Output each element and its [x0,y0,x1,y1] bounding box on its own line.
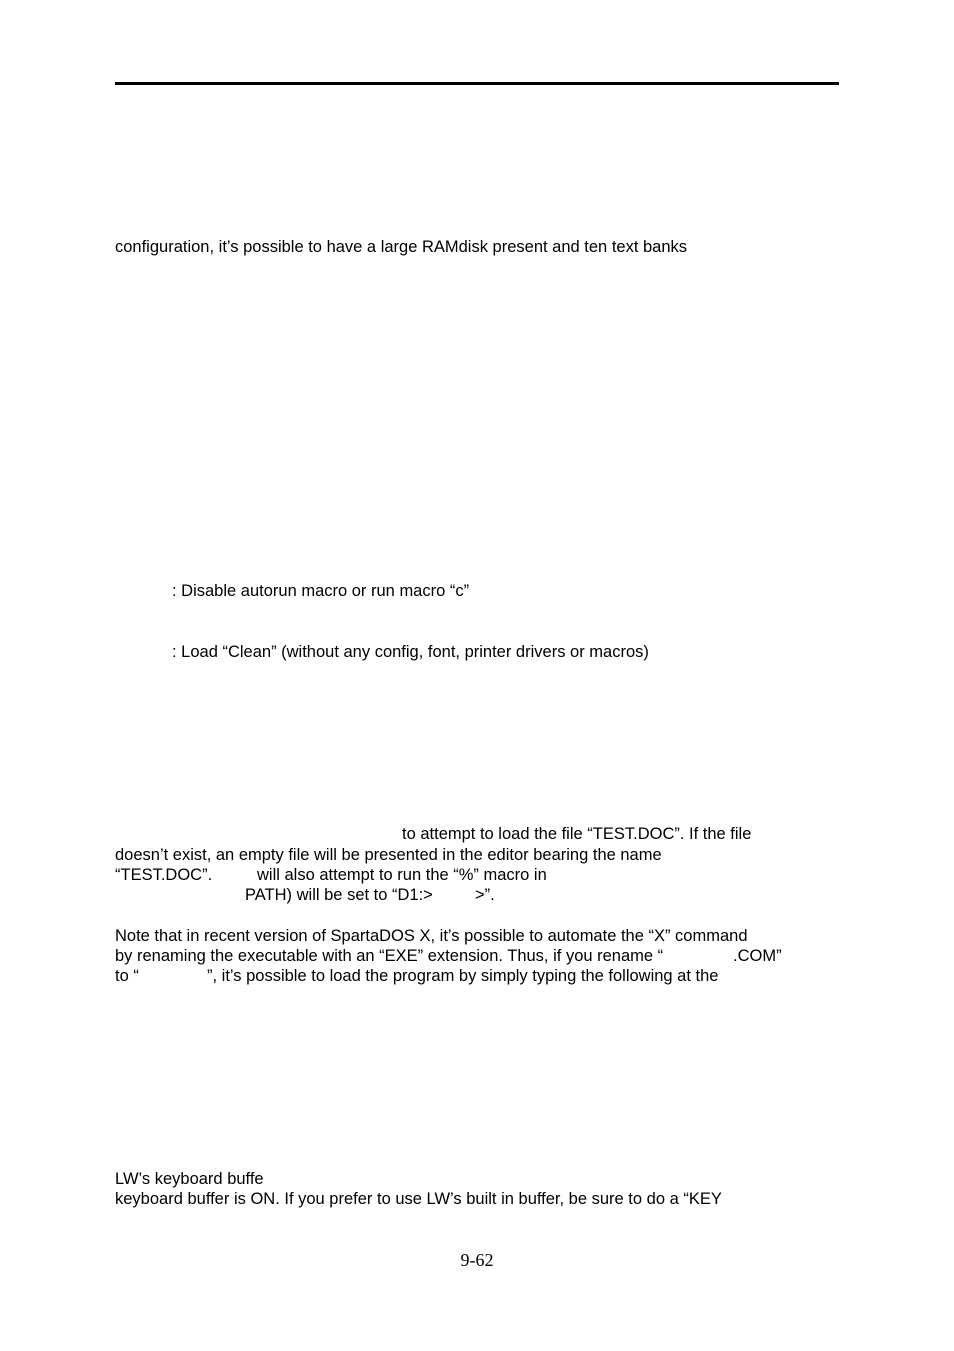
note-line-3b: ”, it’s possible to load the program by simply typing the following at the [207,967,719,985]
keyboard-buffer-line-1: LW’s keyboard buffe [115,1170,264,1188]
option-clean-description: : Load “Clean” (without any config, font, printer drivers or macros) [172,643,649,661]
option-c-description: : Disable autorun macro or run macro “c” [172,582,470,600]
page-number: 9-62 [460,1250,494,1270]
config-line: configuration, it’s possible to have a large RAMdisk present and ten text banks [115,238,688,256]
test-doc-line-3a: “TEST.DOC”. [115,866,213,884]
keyboard-buffer-line-2: keyboard buffer is ON. If you prefer to use LW’s built in buffer, be sure to do a “KEY [115,1190,722,1208]
note-line-2b: .COM” [733,947,782,965]
note-line-3a: to “ [115,967,139,985]
test-doc-line-4: PATH) will be set to “D1:> [245,886,433,904]
note-line-2: by renaming the executable with an “EXE” extension. Thus, if you rename “ [115,947,664,965]
test-doc-line-1: to attempt to load the file “TEST.DOC”. If the file [402,825,752,843]
header-rule [115,82,839,85]
note-line-1: Note that in recent version of SpartaDOS X, it’s possible to automate the “X” command [115,927,748,945]
test-doc-line-4b: >”. [475,886,495,904]
test-doc-line-2: doesn’t exist, an empty file will be presented in the editor bearing the name [115,846,662,864]
test-doc-line-3b: will also attempt to run the “%” macro in [257,866,547,884]
